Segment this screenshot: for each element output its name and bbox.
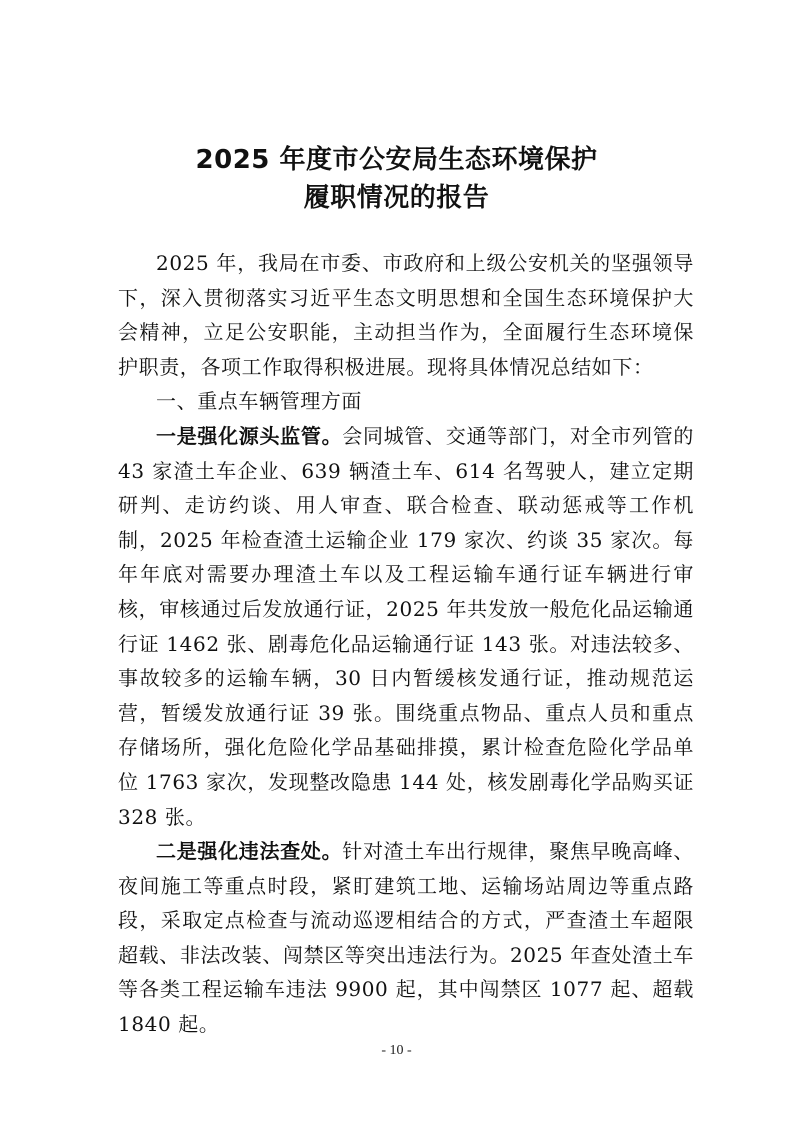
item-1-text: 会同城管、交通等部门，对全市列管的 43 家渣土车企业、639 辆渣土车、614 名驾驶人，建立定期研判、走访约谈、用人审查、联合检查、联动惩戒等工作机制，2025 年检查渣土运输企业 179 家次、约谈 35 家次。每年年底对需要办理渣土车以及工程运输车通行证车辆进行审核，审核通过后发放通行证，2025 年共发放一般危化品运输通行证 1462 张、剧毒危化品运输通行证 143 张。对违法较多、事故较多的运输车辆，30 日内暂缓核发通行证，推动规范运营，暂缓发放通行证 39 张。围绕重点物品、重点人员和重点存储场所，强化危险化学品基础排摸，累计检查危险化学品单位 1763 家次，发现整改隐患 144 处，核发剧毒化学品购买证 328 张。 [118, 423, 694, 829]
section-heading-vehicle-management: 一、重点车辆管理方面 [156, 389, 362, 414]
item-2-lead: 二是强化违法查处。 [156, 839, 343, 864]
intro-paragraph: 2025 年，我局在市委、市政府和上级公安机关的坚强领导下，深入贯彻落实习近平生态文明思想和全国生态环境保护大会精神，立足公安职能，主动担当作为，全面履行生态环境保护职责，各项工作取得积极进展。现将具体情况总结如下： [118, 251, 694, 379]
item-2-text: 针对渣土车出行规律，聚焦早晚高峰、夜间施工等重点时段，紧盯建筑工地、运输场站周边等重点路段，采取定点检查与流动巡逻相结合的方式，严查渣土车超限超载、非法改装、闯禁区等突出违法行为。2025 年查处渣土车等各类工程运输车违法 9900 起，其中闯禁区 1077 起、超载 1840 起。 [118, 839, 694, 1037]
item-1-paragraph [118, 419, 694, 834]
document-title-line-1: 2025 年度市公安局生态环境保护 [195, 145, 598, 175]
document-title-line-2: 履职情况的报告 [303, 183, 490, 213]
item-1-lead: 一是强化源头监管。 [156, 423, 343, 448]
document-body [118, 246, 694, 1042]
item-2-paragraph [118, 834, 694, 1042]
page-number: - 10 - [381, 1043, 412, 1058]
